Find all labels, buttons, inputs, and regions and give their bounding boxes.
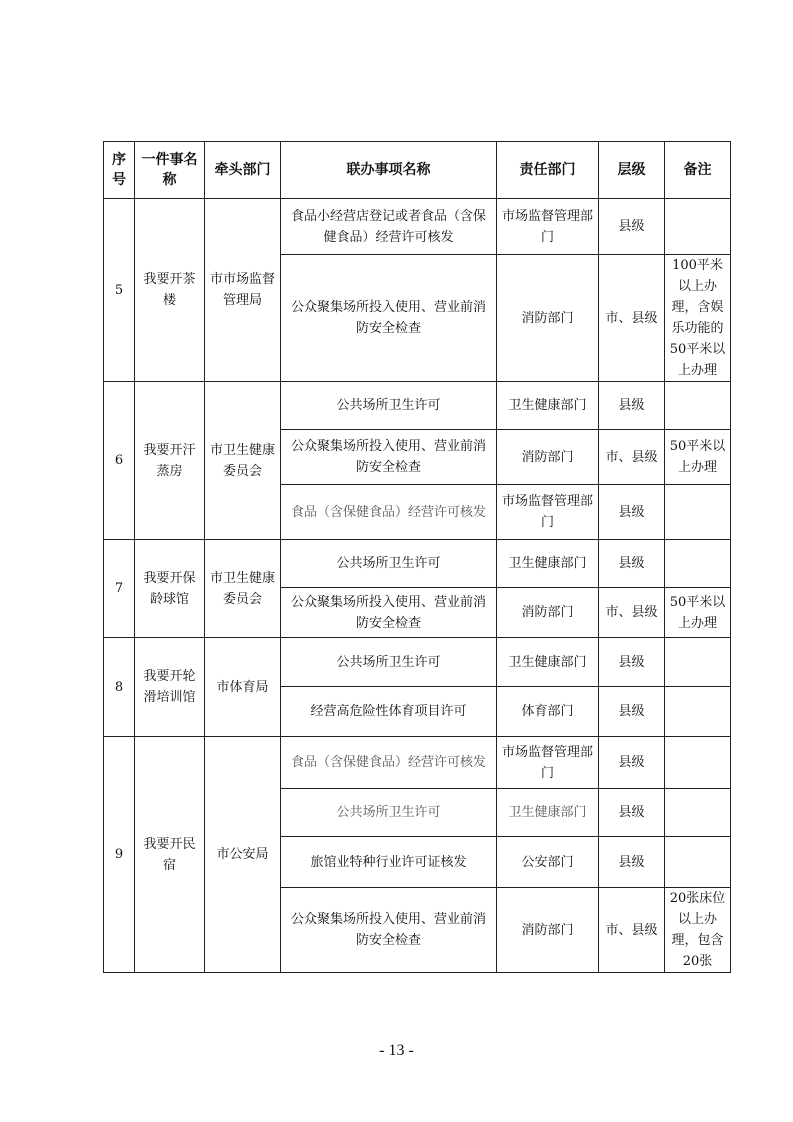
level: 县级 bbox=[599, 199, 665, 255]
note bbox=[665, 687, 731, 737]
joint-item: 公众聚集场所投入使用、营业前消防安全检查 bbox=[281, 430, 497, 485]
joint-item: 经营高危险性体育项目许可 bbox=[281, 687, 497, 737]
note bbox=[665, 199, 731, 255]
level: 市、县级 bbox=[599, 588, 665, 638]
table-row bbox=[104, 638, 731, 687]
group-item: 我要开汗蒸房 bbox=[135, 382, 205, 540]
joint-item: 公共场所卫生许可 bbox=[281, 382, 497, 430]
group-lead: 市卫生健康委员会 bbox=[205, 382, 281, 540]
note bbox=[665, 789, 731, 837]
group-seq: 8 bbox=[104, 638, 135, 737]
joint-item: 食品（含保健食品）经营许可核发 bbox=[281, 485, 497, 540]
resp-dept: 消防部门 bbox=[497, 888, 599, 973]
header-resp: 责任部门 bbox=[497, 142, 599, 199]
group-seq: 5 bbox=[104, 199, 135, 382]
group-lead: 市卫生健康委员会 bbox=[205, 540, 281, 638]
note bbox=[665, 540, 731, 588]
level: 市、县级 bbox=[599, 430, 665, 485]
level: 县级 bbox=[599, 687, 665, 737]
resp-dept: 消防部门 bbox=[497, 255, 599, 382]
table-row bbox=[104, 382, 731, 430]
header-note: 备注 bbox=[665, 142, 731, 199]
level: 县级 bbox=[599, 382, 665, 430]
table-row bbox=[104, 199, 731, 255]
note bbox=[665, 837, 731, 888]
resp-dept: 市场监督管理部门 bbox=[497, 485, 599, 540]
resp-dept: 卫生健康部门 bbox=[497, 382, 599, 430]
resp-dept: 市场监督管理部门 bbox=[497, 737, 599, 789]
joint-item: 公共场所卫生许可 bbox=[281, 638, 497, 687]
joint-item: 公共场所卫生许可 bbox=[281, 789, 497, 837]
level: 县级 bbox=[599, 837, 665, 888]
note bbox=[665, 737, 731, 789]
resp-dept: 卫生健康部门 bbox=[497, 789, 599, 837]
header-lead: 牵头部门 bbox=[205, 142, 281, 199]
joint-item: 食品小经营店登记或者食品（含保健食品）经营许可核发 bbox=[281, 199, 497, 255]
level: 县级 bbox=[599, 485, 665, 540]
note bbox=[665, 485, 731, 540]
group-lead: 市体育局 bbox=[205, 638, 281, 737]
level: 市、县级 bbox=[599, 255, 665, 382]
resp-dept: 市场监督管理部门 bbox=[497, 199, 599, 255]
group-lead: 市市场监督管理局 bbox=[205, 199, 281, 382]
joint-item: 旅馆业特种行业许可证核发 bbox=[281, 837, 497, 888]
table-row bbox=[104, 540, 731, 588]
resp-dept: 消防部门 bbox=[497, 588, 599, 638]
note bbox=[665, 382, 731, 430]
level: 县级 bbox=[599, 737, 665, 789]
level: 县级 bbox=[599, 638, 665, 687]
page-number: - 13 - bbox=[379, 1042, 414, 1059]
note: 50平米以上办理 bbox=[665, 430, 731, 485]
header-seq: 序号 bbox=[104, 142, 135, 199]
joint-item: 公众聚集场所投入使用、营业前消防安全检查 bbox=[281, 255, 497, 382]
note bbox=[665, 638, 731, 687]
group-lead: 市公安局 bbox=[205, 737, 281, 973]
group-item: 我要开茶楼 bbox=[135, 199, 205, 382]
level: 县级 bbox=[599, 789, 665, 837]
note: 20张床位以上办理，包含20张 bbox=[665, 888, 731, 973]
note bbox=[665, 588, 731, 638]
table-row bbox=[104, 737, 731, 789]
licensing-table bbox=[103, 141, 731, 973]
joint-item: 公众聚集场所投入使用、营业前消防安全检查 bbox=[281, 888, 497, 973]
joint-item: 食品（含保健食品）经营许可核发 bbox=[281, 737, 497, 789]
resp-dept: 卫生健康部门 bbox=[497, 540, 599, 588]
resp-dept: 消防部门 bbox=[497, 430, 599, 485]
level: 市、县级 bbox=[599, 888, 665, 973]
resp-dept: 卫生健康部门 bbox=[497, 638, 599, 687]
joint-item: 公共场所卫生许可 bbox=[281, 540, 497, 588]
group-item: 我要开保龄球馆 bbox=[135, 540, 205, 638]
group-item: 我要开轮滑培训馆 bbox=[135, 638, 205, 737]
header-row bbox=[104, 142, 731, 199]
joint-item: 公众聚集场所投入使用、营业前消防安全检查 bbox=[281, 588, 497, 638]
note: 100平米以上办理，含娱乐功能的50平米以上办理 bbox=[665, 255, 731, 382]
level: 县级 bbox=[599, 540, 665, 588]
group-seq: 7 bbox=[104, 540, 135, 638]
group-item: 我要开民宿 bbox=[135, 737, 205, 973]
resp-dept: 体育部门 bbox=[497, 687, 599, 737]
header-joint: 联办事项名称 bbox=[281, 142, 497, 199]
header-item: 一件事名称 bbox=[135, 142, 205, 199]
resp-dept: 公安部门 bbox=[497, 837, 599, 888]
note-text: 50平米以上办理 bbox=[669, 594, 726, 631]
group-seq: 6 bbox=[104, 382, 135, 540]
group-seq: 9 bbox=[104, 737, 135, 973]
header-level: 层级 bbox=[599, 142, 665, 199]
